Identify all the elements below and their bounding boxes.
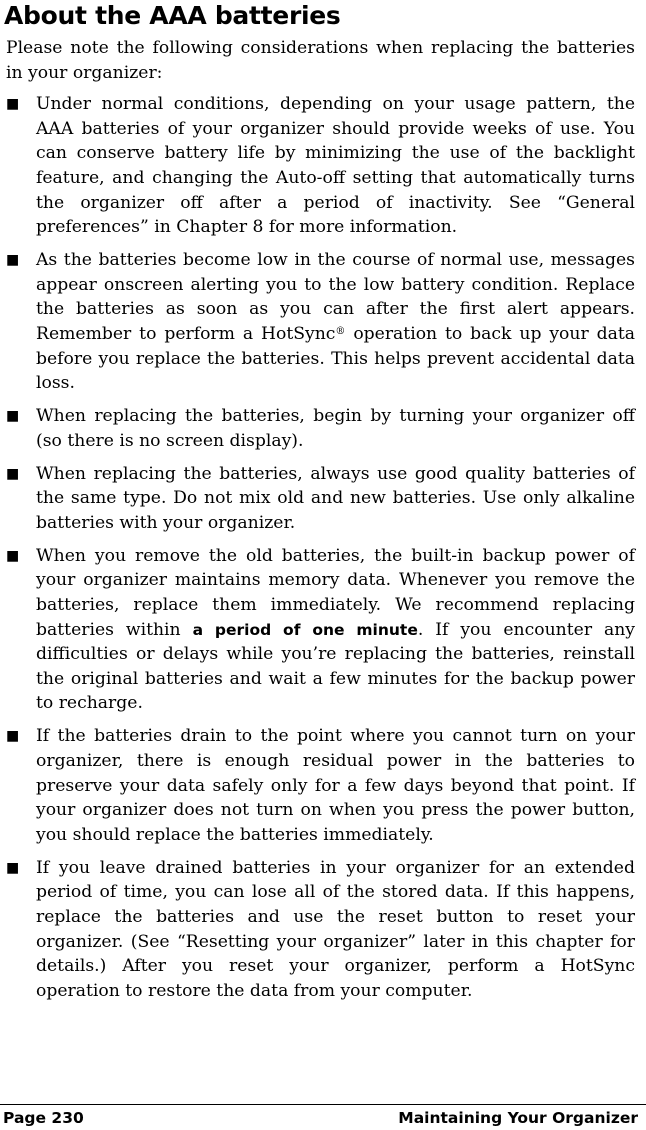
square-bullet-icon: ■ xyxy=(6,252,20,269)
body-text xyxy=(6,36,635,1012)
section-heading: About the AAA batteries xyxy=(4,1,341,30)
list-item xyxy=(6,404,635,453)
list-item xyxy=(6,544,635,716)
intro-paragraph: Please note the following considerations when replacing the batteries in your organizer: xyxy=(6,38,635,83)
list-item-text: When replacing the batteries, begin by turning your organizer off (so there is no screen display). xyxy=(36,406,635,451)
list-item xyxy=(6,724,635,847)
square-bullet-icon: ■ xyxy=(6,728,20,745)
square-bullet-icon: ■ xyxy=(6,465,20,482)
list-item xyxy=(6,856,635,1004)
registered-mark: ® xyxy=(335,325,346,337)
footer-divider xyxy=(0,1104,646,1105)
list-item-text: When you remove the old batteries, the built-in backup power of your organizer maintains memory data. Whenever you remove the batteries, replace them immediately. We recommend replacing batteries within xyxy=(36,545,635,640)
square-bullet-icon: ■ xyxy=(6,408,20,425)
chapter-title: Maintaining Your Organizer xyxy=(398,1109,638,1127)
list-item-text-continued: operation to back up your data before you replace the batteries. This helps prevent accidental data loss. xyxy=(36,323,635,394)
square-bullet-icon: ■ xyxy=(6,547,20,564)
square-bullet-icon: ■ xyxy=(6,96,20,113)
list-item-text: Under normal conditions, depending on your usage pattern, the AAA batteries of your organizer should provide weeks of use. You can conserve battery life by minimizing the use of the backlight feature, and changing the Auto-off setting that automatically turns the organizer off after a period of inactivity. See “General preferences” in Chapter 8 for more information. xyxy=(36,94,635,238)
page-number: Page 230 xyxy=(3,1109,84,1127)
list-item-text: If the batteries drain to the point where you cannot turn on your organizer, there is enough residual power in the batteries to preserve your data safely only for a few days beyond that point. If your organizer does not turn on when you press the power button, you should replace the batteries immediately. xyxy=(36,726,635,845)
considerations-list xyxy=(6,92,635,1003)
list-item xyxy=(6,248,635,396)
list-item-text: When replacing the batteries, always use good quality batteries of the same type. Do not mix old and new batteries. Use only alkaline batteries with your organizer. xyxy=(36,463,635,533)
list-item xyxy=(6,462,635,536)
square-bullet-icon: ■ xyxy=(6,859,20,876)
emphasis-text: a period of one minute xyxy=(192,620,418,639)
list-item-text: If you leave drained batteries in your organizer for an extended period of time, you can lose all of the stored data. If this happens, replace the batteries and use the reset button to reset your organizer. (See “Resetting your organizer” later in this chapter for details.) After you reset your organizer, perform a HotSync operation to restore the data from your computer. xyxy=(36,857,635,1001)
list-item-text: As the batteries become low in the course of normal use, messages appear onscreen alerting you to the low battery condition. Replace the batteries as soon as you can after the first alert appears. Remember to perform a HotSync xyxy=(36,250,635,344)
list-item-text-continued: . If you encounter any difficulties or delays while you’re replacing the batteries, reinstall the original batteries and wait a few minutes for the backup power to recharge. xyxy=(36,619,635,714)
list-item xyxy=(6,92,635,240)
